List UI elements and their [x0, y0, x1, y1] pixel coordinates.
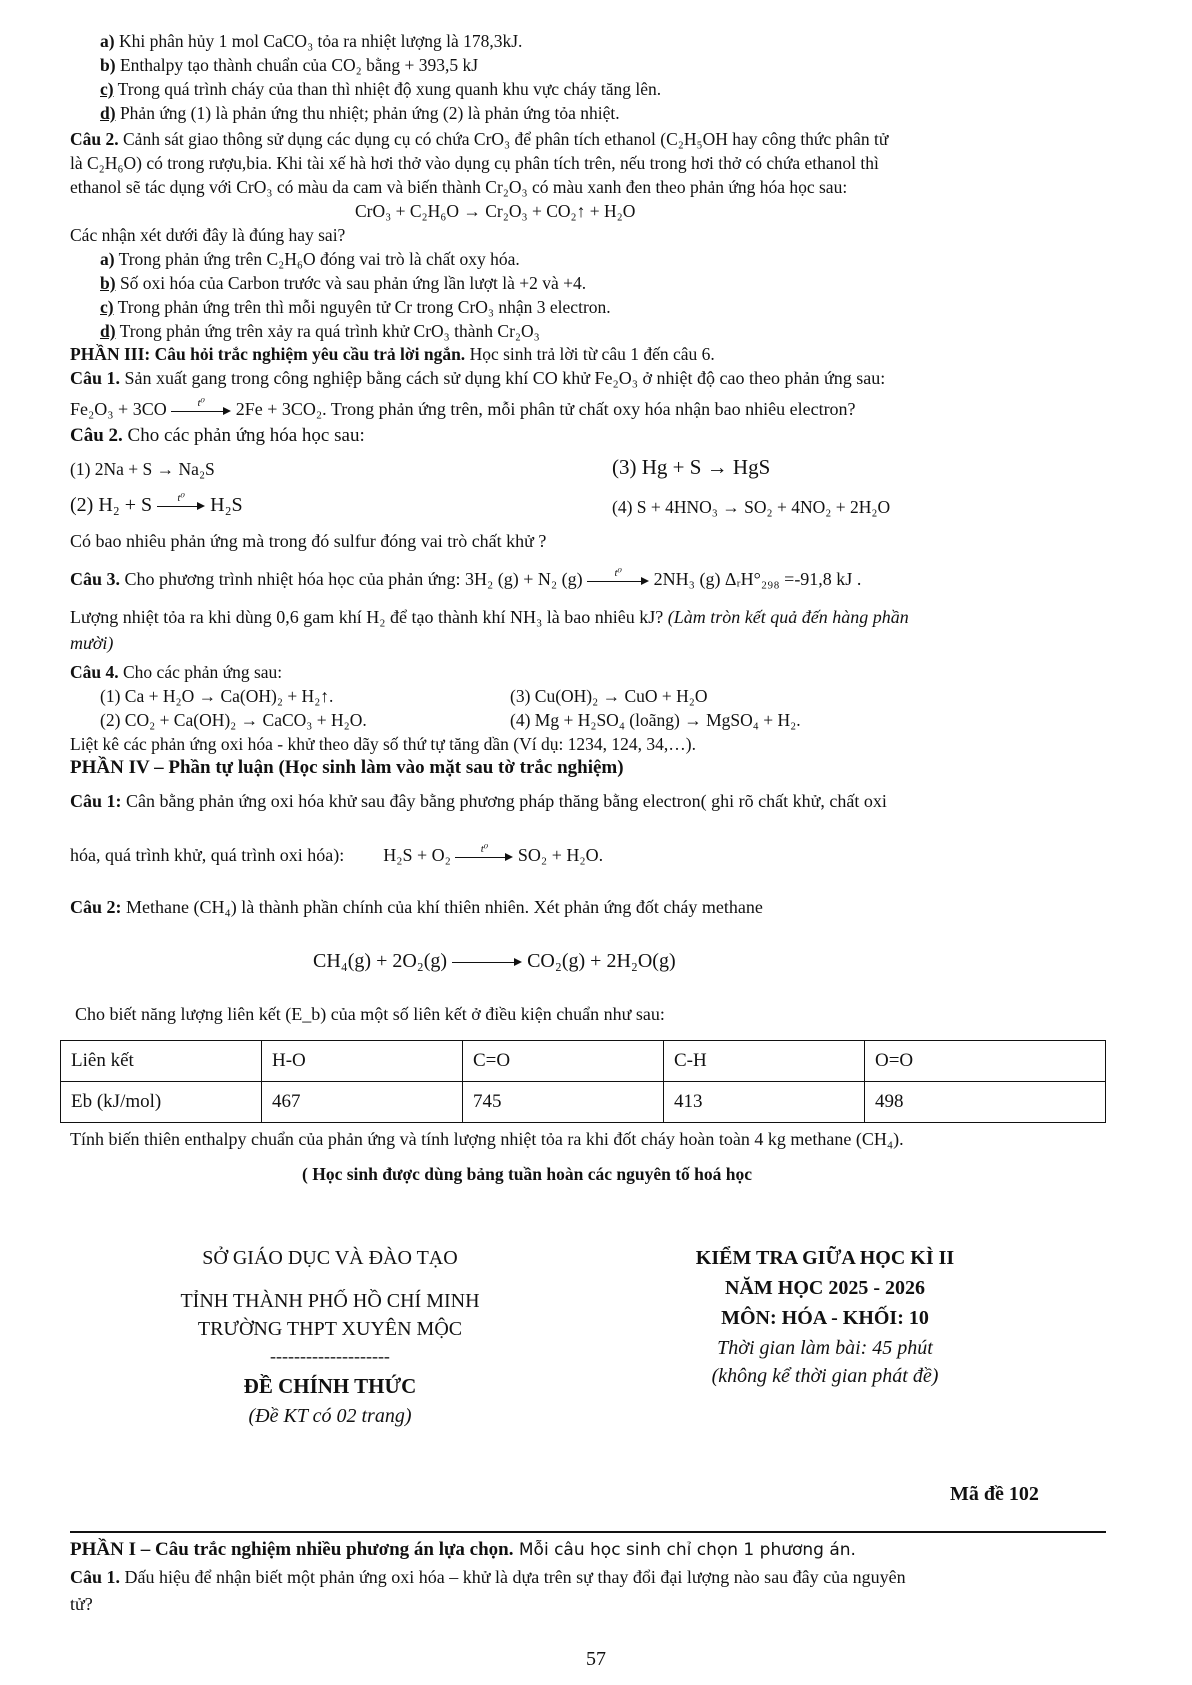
- header-text: KIỂM TRA GIỮA HỌC KÌ II: [695, 1247, 955, 1269]
- question-text: tử?: [70, 1594, 93, 1614]
- rounding-note: mười): [70, 633, 114, 653]
- table-cell: C=O: [463, 1041, 664, 1082]
- reaction-text: (2) CO₂ + Ca(OH)₂ → CaCO₃ + H₂O.: [100, 710, 367, 730]
- question-label: Câu 4.: [70, 662, 119, 682]
- table-cell: 467: [262, 1082, 463, 1123]
- question-label: Câu 1:: [70, 791, 122, 811]
- subject-label: [640, 1307, 1010, 1330]
- option-text: Số oxi hóa của Carbon trước và sau phản ứng lần lượt là +2 và +4.: [115, 273, 587, 293]
- reaction-text: (3) Hg + S → HgS: [612, 455, 771, 479]
- statement-a: [100, 30, 522, 52]
- question-4-ask: [70, 733, 696, 755]
- part-4-heading: [70, 757, 624, 779]
- rounding-note: (Làm tròn kết quả đến hàng phần: [663, 607, 909, 627]
- equation-cro3: [355, 200, 635, 222]
- true-false-prompt: [70, 224, 345, 246]
- equation-left: Fe₂O₃ + 3CO: [70, 399, 167, 419]
- part1-question-1-line2: [70, 1593, 93, 1615]
- option-label: b): [100, 273, 116, 293]
- question-text: là C₂H₆O) có trong rượu,bia. Khi tài xế hà hơi thở vào dụng cụ phân tích trên, nếu trong hơi thở có chứa ethanol thì: [70, 153, 879, 173]
- header-text: SỞ GIÁO DỤC VÀ ĐÀO TẠO: [202, 1247, 458, 1269]
- question-2-ask: [70, 530, 546, 552]
- table-cell: 498: [865, 1082, 1106, 1123]
- statement-d: [100, 102, 620, 124]
- table-cell: Liên kết: [61, 1041, 262, 1082]
- option-label: a): [100, 249, 115, 269]
- part-1-heading: [70, 1539, 856, 1561]
- option-label: d): [100, 321, 116, 341]
- question-3-line3: [70, 632, 113, 654]
- statement-c: [100, 296, 611, 318]
- option-label: a): [100, 31, 115, 51]
- option-text: Khi phân hủy 1 mol CaCO₃ tỏa ra nhiệt lượng là 178,3kJ.: [114, 31, 523, 51]
- header-text: TRƯỜNG THPT XUYÊN MỘC: [197, 1318, 463, 1340]
- question-text: ethanol sẽ tác dụng với CrO₃ có màu da cam và biến thành Cr₂O₃ có màu xanh đen theo phản ứng hóa học sau:: [70, 177, 848, 197]
- question-text: Cho các phản ứng hóa học sau:: [122, 425, 365, 446]
- reaction-2: [70, 494, 243, 516]
- section-title: PHẦN I – Câu trắc nghiệm nhiều phương án lựa chọn.: [70, 1539, 514, 1560]
- option-text: Trong phản ứng trên C₂H₆O đóng vai trò là chất oxy hóa.: [114, 249, 520, 269]
- equation-right: H₂S: [210, 494, 243, 516]
- table-cell: H-O: [262, 1041, 463, 1082]
- question-label: Câu 2:: [70, 897, 122, 917]
- option-label: b): [100, 55, 116, 75]
- part4-question-1: [70, 790, 887, 812]
- reaction-arrow: [455, 842, 513, 862]
- table-cell: 745: [463, 1082, 664, 1123]
- header-text: TỈNH THÀNH PHỐ HỒ CHÍ MINH: [180, 1290, 480, 1312]
- bond-energy-table: [60, 1040, 1106, 1123]
- header-text: Thời gian làm bài: 45 phút: [717, 1337, 933, 1359]
- equation-right: 2NH₃ (g) ΔᵣH°₂₉₈ =-91,8 kJ .: [653, 569, 862, 589]
- question-label: Câu 1.: [70, 1567, 121, 1587]
- question-text: Cảnh sát giao thông sử dụng các dụng cụ có chứa CrO₃ để phân tích ethanol (C₂H₅OH hay công thức phân tử: [118, 129, 889, 149]
- equation-left: H₂S + O₂: [383, 845, 451, 865]
- question-text: Cho phương trình nhiệt hóa học của phản ứng: 3H₂ (g) + N₂ (g): [120, 569, 583, 589]
- reaction-arrow: [587, 566, 649, 586]
- statement-d: [100, 320, 540, 342]
- statement-b: [100, 54, 478, 76]
- arrow-condition: t⁰: [480, 842, 489, 855]
- reaction-4: [612, 496, 890, 518]
- table-cell: C-H: [664, 1041, 865, 1082]
- question-text: hóa, quá trình khử, quá trình oxi hóa):: [70, 845, 345, 865]
- page-count-note: [130, 1405, 530, 1428]
- option-text: Enthalpy tạo thành chuẩn của CO₂ bằng + 393,5 kJ: [115, 55, 479, 75]
- header-text: NĂM HỌC 2025 - 2026: [725, 1277, 925, 1299]
- arrow-condition: t⁰: [197, 396, 205, 409]
- city-name: [130, 1290, 530, 1313]
- arrow-condition: t⁰: [177, 492, 185, 505]
- section-instruction: Mỗi câu học sinh chỉ chọn 1 phương án.: [513, 1540, 856, 1560]
- section-instruction: Học sinh trả lời từ câu 1 đến câu 6.: [465, 344, 715, 364]
- part-3-heading: [70, 343, 715, 365]
- question-text: Sản xuất gang trong công nghiệp bằng cách sử dụng khí CO khử Fe₂O₃ ở nhiệt độ cao theo phản ứng sau:: [120, 368, 886, 388]
- question-2-line3: [70, 176, 847, 198]
- part4-question-2: [70, 896, 763, 918]
- question-label: Câu 1.: [70, 368, 121, 388]
- question-text: Có bao nhiêu phản ứng mà trong đó sulfur đóng vai trò chất khử ?: [70, 531, 547, 551]
- section-divider: [70, 1531, 1106, 1533]
- time-limit: [640, 1337, 1010, 1360]
- department-name: [130, 1247, 530, 1270]
- periodic-table-note: [302, 1163, 752, 1185]
- reaction-arrow: [157, 492, 205, 511]
- reaction-q4-4: [510, 709, 801, 731]
- reaction-text: (4) Mg + H₂SO₄ (loãng) → MgSO₄ + H₂.: [510, 710, 801, 730]
- question-text: Methane (CH₄) là thành phần chính của khí thiên nhiên. Xét phản ứng đốt cháy methane: [121, 897, 763, 917]
- equation-left: (2) H₂ + S: [70, 494, 153, 516]
- header-text: ĐỀ CHÍNH THỨC: [243, 1374, 417, 1398]
- reaction-1: [70, 458, 215, 480]
- option-text: Trong phản ứng trên xảy ra quá trình khử CrO₃ thành Cr₂O₃: [115, 321, 540, 341]
- reaction-text: (1) Ca + H₂O → Ca(OH)₂ + H₂↑.: [100, 686, 334, 706]
- question-2-line1: [70, 128, 888, 150]
- statement-c: [100, 78, 661, 100]
- part3-question-3: [70, 568, 861, 590]
- table-row: [61, 1082, 1106, 1123]
- prompt-text: Cho biết năng lượng liên kết (E_b) của một số liên kết ở điều kiện chuẩn như sau:: [75, 1004, 665, 1024]
- prompt-text: Các nhận xét dưới đây là đúng hay sai?: [70, 225, 346, 245]
- divider-text: --------------------: [270, 1346, 390, 1366]
- reaction-text: (3) Cu(OH)₂ → CuO + H₂O: [510, 686, 708, 706]
- equation-text: CrO₃ + C₂H₆O → Cr₂O₃ + CO₂↑ + H₂O: [355, 201, 636, 221]
- part3-question-4: [70, 661, 282, 683]
- header-text: (không kể thời gian phát đề): [711, 1365, 939, 1387]
- option-label: c): [100, 297, 114, 317]
- table-cell: O=O: [865, 1041, 1106, 1082]
- equation-methane: [313, 950, 676, 972]
- option-label: d): [100, 103, 116, 123]
- reaction-q4-2: [100, 709, 367, 731]
- official-label: [130, 1374, 530, 1399]
- option-text: Trong phản ứng trên thì mỗi nguyên tử Cr trong CrO₃ nhận 3 electron.: [113, 297, 611, 317]
- page-number-text: 57: [586, 1648, 606, 1670]
- reaction-3: [612, 456, 770, 478]
- equation-right: CO₂(g) + 2H₂O(g): [527, 950, 676, 972]
- code-text: Mã đề 102: [950, 1483, 1039, 1505]
- option-text: Trong quá trình cháy của than thì nhiệt độ xung quanh khu vực cháy tăng lên.: [113, 79, 662, 99]
- page-number: [0, 1648, 1192, 1671]
- reaction-q4-3: [510, 685, 708, 707]
- part3-question-2: [70, 425, 365, 447]
- part4-question-1-line2: [70, 844, 603, 866]
- part3-question-1: [70, 367, 885, 389]
- reaction-arrow: [171, 396, 231, 416]
- arrow-condition: t⁰: [614, 566, 622, 579]
- table-header-row: [61, 1041, 1106, 1082]
- equation-right: 2Fe + 3CO₂. Trong phản ứng trên, mỗi phân tử chất oxy hóa nhận bao nhiêu electron?: [235, 399, 856, 419]
- part1-question-1: [70, 1566, 906, 1588]
- equation-fe2o3: [70, 398, 856, 420]
- header-text: (Đề KT có 02 trang): [248, 1405, 412, 1427]
- header-divider: [130, 1346, 530, 1367]
- bond-energy-intro: [75, 1003, 665, 1025]
- option-text: Phản ứng (1) là phản ứng thu nhiệt; phản ứng (2) là phản ứng tỏa nhiệt.: [115, 103, 620, 123]
- question-label: Câu 2.: [70, 425, 123, 446]
- question-text: Dấu hiệu để nhận biết một phản ứng oxi hóa – khử là dựa trên sự thay đổi đại lượng nào sau đây của nguyên: [120, 1567, 906, 1587]
- school-name: [130, 1318, 530, 1341]
- question-2-line2: [70, 152, 879, 174]
- option-label: c): [100, 79, 114, 99]
- table-cell: 413: [664, 1082, 865, 1123]
- table-cell: Eb (kJ/mol): [61, 1082, 262, 1123]
- reaction-text: (4) S + 4HNO₃ → SO₂ + 4NO₂ + 2H₂O: [612, 497, 891, 517]
- school-year: [640, 1277, 1010, 1300]
- note-text: ( Học sinh được dùng bảng tuần hoàn các nguyên tố hoá học: [302, 1164, 753, 1184]
- time-note: [640, 1365, 1010, 1388]
- equation-right: SO₂ + H₂O.: [517, 845, 604, 865]
- section-title: PHẦN III: Câu hỏi trắc nghiệm yêu cầu trả lời ngắn.: [70, 344, 466, 364]
- reaction-q4-1: [100, 685, 333, 707]
- exam-title: [640, 1247, 1010, 1270]
- question-text: Cân bằng phản ứng oxi hóa khử sau đây bằng phương pháp thăng bằng electron( ghi rõ chất khử, chất oxi: [121, 791, 887, 811]
- question-text: Liệt kê các phản ứng oxi hóa - khử theo dãy số thứ tự tăng dần (Ví dụ: 1234, 124, 34,…).: [70, 734, 697, 754]
- equation-left: CH₄(g) + 2O₂(g): [313, 950, 448, 972]
- reaction-arrow: [452, 957, 522, 967]
- question-label: Câu 2.: [70, 129, 119, 149]
- question-text: Lượng nhiệt tỏa ra khi dùng 0,6 gam khí H₂ để tạo thành khí NH₃ là bao nhiêu kJ?: [70, 607, 664, 627]
- statement-b: [100, 272, 586, 294]
- exam-code: [950, 1483, 1039, 1505]
- question-text: Tính biến thiên enthalpy chuẩn của phản ứng và tính lượng nhiệt tỏa ra khi đốt cháy hoàn toàn 4 kg methane (CH₄).: [70, 1129, 904, 1149]
- question-3-line2: [70, 606, 909, 628]
- part4-question-2-ask: [70, 1128, 904, 1150]
- header-text: MÔN: HÓA - KHỐI: 10: [721, 1307, 929, 1329]
- section-title: PHẦN IV – Phần tự luận (Học sinh làm vào mặt sau tờ trắc nghiệm): [70, 757, 624, 778]
- statement-a: [100, 248, 520, 270]
- question-label: Câu 3.: [70, 569, 121, 589]
- question-text: Cho các phản ứng sau:: [118, 662, 283, 682]
- reaction-text: (1) 2Na + S → Na₂S: [70, 459, 215, 479]
